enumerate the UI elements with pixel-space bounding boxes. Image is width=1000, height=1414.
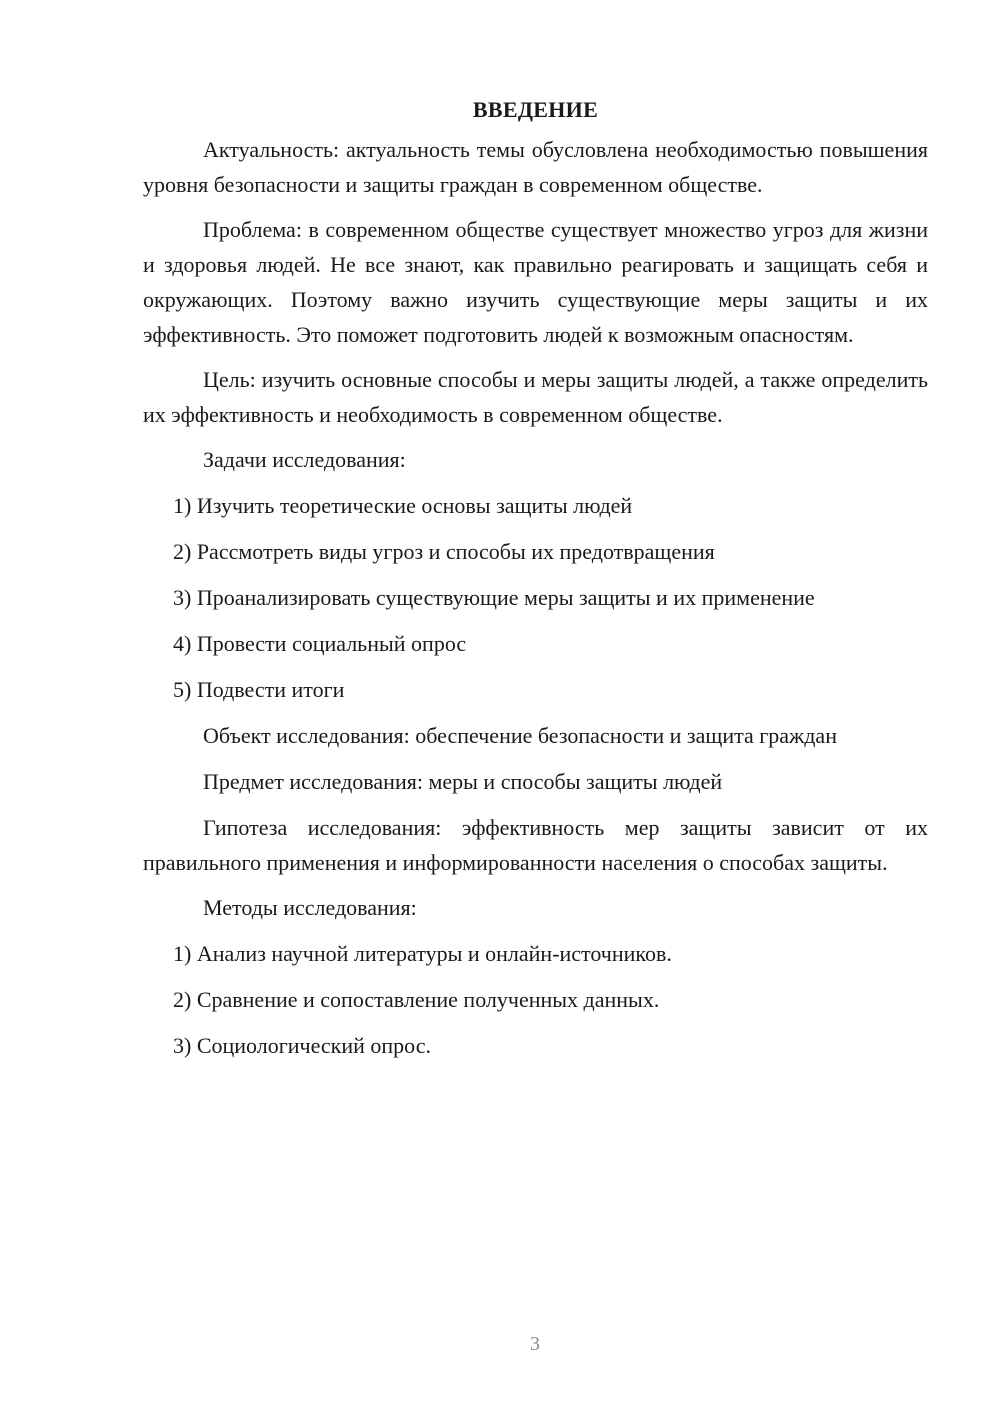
- subject-line: Предмет исследования: меры и способы защиты людей: [203, 769, 723, 794]
- goal-paragraph: Цель: изучить основные способы и меры защиты людей, а также определить их эффективность и необходимость в современном обществе.: [143, 367, 928, 427]
- problem-paragraph: Проблема: в современном обществе существует множество угроз для жизни и здоровья людей. Не все знают, как правильно реагировать и защищать себя и окружающих. Поэтому важно изучить существующие меры защиты и их эффективность. Это поможет подготовить людей к возможным опасностям.: [143, 217, 928, 347]
- task-item: 4) Провести социальный опрос: [173, 631, 467, 656]
- method-item: 1) Анализ научной литературы и онлайн-источников.: [173, 941, 672, 966]
- task-item: 2) Рассмотреть виды угроз и способы их предотвращения: [173, 539, 715, 564]
- task-item: 5) Подвести итоги: [173, 677, 345, 702]
- methods-heading: Методы исследования:: [203, 895, 417, 920]
- section-title: ВВЕДЕНИЕ: [472, 97, 599, 122]
- hypothesis-paragraph: Гипотеза исследования: эффективность мер защиты зависит от их правильного применения и информированности населения о способах защиты.: [143, 815, 928, 875]
- document-page: [143, 92, 928, 1074]
- method-item: 3) Социологический опрос.: [173, 1033, 431, 1058]
- method-item: 2) Сравнение и сопоставление полученных данных.: [173, 987, 660, 1012]
- task-item: 3) Проанализировать существующие меры защиты и их применение: [173, 585, 815, 610]
- object-line: Объект исследования: обеспечение безопасности и защита граждан: [203, 723, 837, 748]
- page-number: 3: [530, 1333, 540, 1355]
- relevance-paragraph: Актуальность: актуальность темы обусловлена необходимостью повышения уровня безопасности и защиты граждан в современном обществе.: [143, 137, 928, 197]
- tasks-heading: Задачи исследования:: [203, 447, 406, 472]
- task-item: 1) Изучить теоретические основы защиты людей: [173, 493, 633, 518]
